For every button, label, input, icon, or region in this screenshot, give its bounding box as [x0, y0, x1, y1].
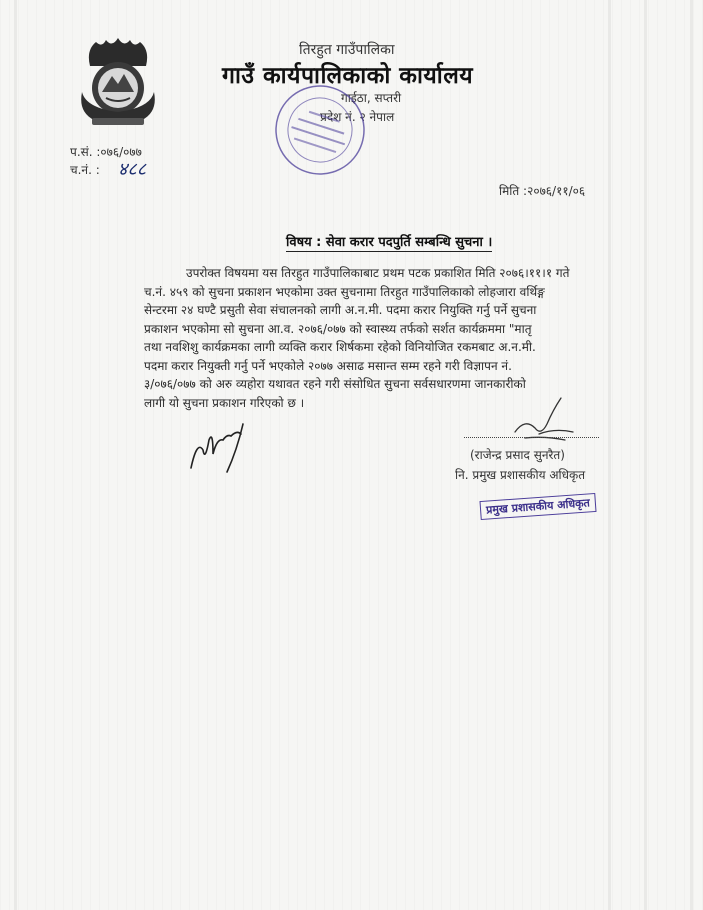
- office-title: गाउँ कार्यपालिकाको कार्यालय: [222, 63, 474, 89]
- government-emblem-icon: [72, 32, 164, 128]
- designation-stamp: प्रमुख प्रशासकीय अधिकृत: [479, 493, 596, 520]
- office-seal-stamp: [270, 80, 370, 180]
- signatory-designation: नि. प्रमुख प्रशासकीय अधिकृत: [455, 468, 586, 482]
- address-line-1: गाईठा, सप्तरी: [341, 91, 402, 105]
- body-line: पदमा करार नियुक्ती गर्नु पर्ने भएकोले २०७७ असाढ मसान्त सम्म रहने गरी विज्ञापन नं.: [144, 358, 512, 373]
- scan-artifact: [690, 0, 693, 910]
- scan-artifact: [644, 0, 647, 910]
- address-line-2: प्रदेश नं. २ नेपाल: [320, 110, 395, 124]
- municipality-name: तिरहुत गाउँपालिका: [299, 42, 395, 58]
- letter-subject: विषय : सेवा करार पदपुर्ति सम्बन्धि सुचना ।: [286, 232, 492, 252]
- body-line: ३/०७६/०७७ को अरु व्यहोरा यथावत रहने गरी संसोधित सुचना सर्वसधारणमा जानकारीको: [144, 377, 526, 391]
- signature-line: [464, 437, 599, 438]
- reference-number: प.सं. :०७६/०७७: [70, 145, 142, 159]
- body-line: लागी यो सुचना प्रकाशन गरिएको छ ।: [144, 395, 305, 410]
- handwritten-signature-left: [183, 410, 263, 480]
- scan-artifact: [14, 0, 17, 910]
- letter-date: मिति :२०७६/११/०६: [499, 184, 586, 198]
- body-line: उपरोक्त विषयमा यस तिरहुत गाउँपालिकाबाट प्रथम पटक प्रकाशित मिति २०७६।११।१ गते: [186, 266, 570, 280]
- signatory-name: (राजेन्द्र प्रसाद सुनरैत): [470, 448, 565, 462]
- dispatch-label: च.नं. :: [70, 163, 100, 177]
- handwritten-signature-right: [495, 388, 595, 448]
- dispatch-number-handwritten: ४८८: [118, 159, 147, 180]
- body-line: च.नं. ४५९ को सुचना प्रकाशन भएकोमा उक्त सुचनामा तिरहुत गाउँपालिकाको लोहजारा वर्थिङ्ग: [144, 284, 545, 299]
- body-line: तथा नवशिशु कार्यक्रमका लागी व्यक्ति करार शिर्षकमा रहेको विनियोजित रकमबाट अ.न.मी.: [144, 340, 536, 354]
- scan-artifact: [608, 0, 611, 910]
- body-line: प्रकाशन भएकोमा सो सुचना आ.व. २०७६/०७७ को स्वास्थ्य तर्फको सर्शत कार्यक्रममा "मातृ: [144, 321, 532, 336]
- body-line: सेन्टरमा २४ घण्टै प्रसुती सेवा संचालनको लागी अ.न.मी. पदमा करार नियुक्ति गर्नु पर्ने सुचना: [144, 303, 537, 317]
